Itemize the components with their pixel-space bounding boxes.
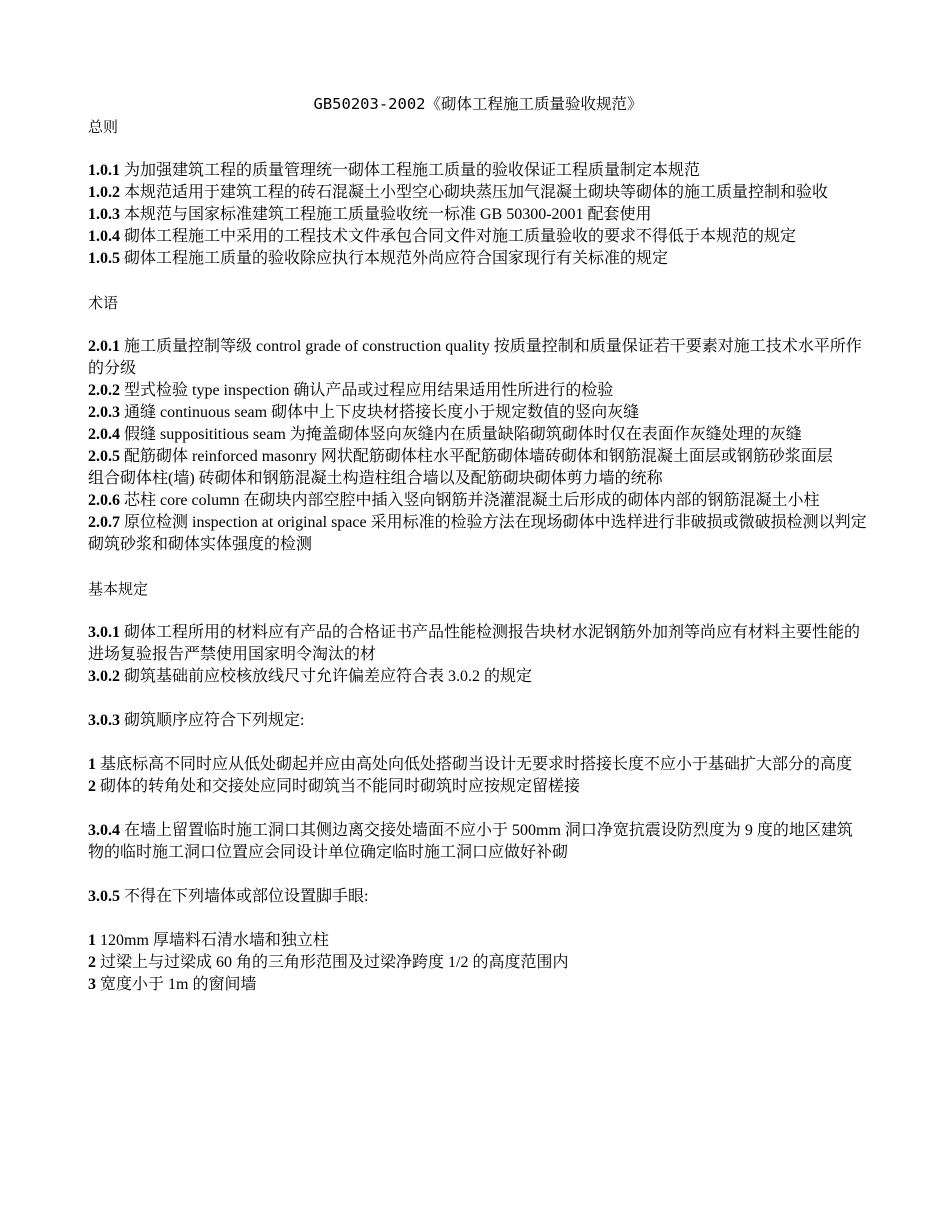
clause-2-0-5: 2.0.5 配筋砌体 reinforced masonry 网状配筋砌体柱水平配筋砌体墙砖砌体和钢筋混凝土面层或钢筋砂浆面层 xyxy=(88,448,833,465)
clause-3-0-5-item-3: 3 宽度小于 1m 的窗间墙 xyxy=(88,976,257,993)
clause-3-0-2: 3.0.2 砌筑基础前应校核放线尺寸允许偏差应符合表 3.0.2 的规定 xyxy=(88,668,533,685)
clause-2-0-4: 2.0.4 假缝 supposititious seam 为掩盖砌体竖向灰缝内在质量缺陷砌筑砌体时仅在表面作灰缝处理的灰缝 xyxy=(88,426,802,443)
section-heading-basic-rules: 基本规定 xyxy=(88,580,149,598)
clause-2-0-3: 2.0.3 通缝 continuous seam 砌体中上下皮块材搭接长度小于规定数值的竖向灰缝 xyxy=(88,404,640,421)
clause-3-0-1: 3.0.1 砌体工程所用的材料应有产品的合格证书产品性能检测报告块材水泥钢筋外加剂等尚应有材料主要性能的进场复验报告严禁使用国家明令淘汰的材 xyxy=(88,624,861,663)
clause-3-0-3-item-1: 1 基底标高不同时应从低处砌起并应由高处向低处搭砌当设计无要求时搭接长度不应小于基础扩大部分的高度 xyxy=(88,756,853,773)
clause-1-0-5: 1.0.5 砌体工程施工质量的验收除应执行本规范外尚应符合国家现行有关标准的规定 xyxy=(88,250,669,267)
section-heading-terms: 术语 xyxy=(88,294,119,312)
clause-3-0-4: 3.0.4 在墙上留置临时施工洞口其侧边离交接处墙面不应小于 500mm 洞口净宽抗震设防烈度为 9 度的地区建筑物的临时施工洞口位置应会同设计单位确定临时施工洞口应做好补砌 xyxy=(88,822,853,861)
document-title: GB50203-2002《砌体工程施工质量验收规范》 xyxy=(313,95,643,113)
clause-1-0-2: 1.0.2 本规范适用于建筑工程的砖石混凝土小型空心砌块蒸压加气混凝土砌块等砌体的施工质量控制和验收 xyxy=(88,184,829,201)
clause-3-0-3-item-2: 2 砌体的转角处和交接处应同时砌筑当不能同时砌筑时应按规定留槎接 xyxy=(88,778,581,795)
section-heading-general: 总则 xyxy=(88,118,119,136)
clause-1-0-3: 1.0.3 本规范与国家标准建筑工程施工质量验收统一标准 GB 50300-2001 配套使用 xyxy=(88,206,652,223)
clause-1-0-4: 1.0.4 砌体工程施工中采用的工程技术文件承包合同文件对施工质量验收的要求不得低于本规范的规定 xyxy=(88,228,797,245)
clause-3-0-5-item-1: 1 120mm 厚墙料石清水墙和独立柱 xyxy=(88,932,329,949)
clause-1-0-1: 1.0.1 为加强建筑工程的质量管理统一砌体工程施工质量的验收保证工程质量制定本规范 xyxy=(88,162,701,179)
clause-2-0-6: 2.0.6 芯柱 core column 在砌块内部空腔中插入竖向钢筋并浇灌混凝土后形成的砌体内部的钢筋混凝土小柱 xyxy=(88,492,820,509)
clause-2-0-5-composite: 组合砌体柱(墙) 砖砌体和钢筋混凝土构造柱组合墙以及配筋砌块砌体剪力墙的统称 xyxy=(88,470,663,487)
clause-2-0-7: 2.0.7 原位检测 inspection at original space 采用标准的检验方法在现场砌体中选样进行非破损或微破损检测以判定砌筑砂浆和砌体实体强度的检测 xyxy=(88,514,867,553)
clause-3-0-5-item-2: 2 过梁上与过梁成 60 角的三角形范围及过梁净跨度 1/2 的高度范围内 xyxy=(88,954,569,971)
document-page xyxy=(88,84,868,996)
clause-3-0-3: 3.0.3 砌筑顺序应符合下列规定: xyxy=(88,712,305,729)
clause-2-0-1: 2.0.1 施工质量控制等级 control grade of construction quality 按质量控制和质量保证若干要素对施工技术水平所作的分级 xyxy=(88,338,862,377)
clause-3-0-5: 3.0.5 不得在下列墙体或部位设置脚手眼: xyxy=(88,888,369,905)
clause-2-0-2: 2.0.2 型式检验 type inspection 确认产品或过程应用结果适用性所进行的检验 xyxy=(88,382,614,399)
